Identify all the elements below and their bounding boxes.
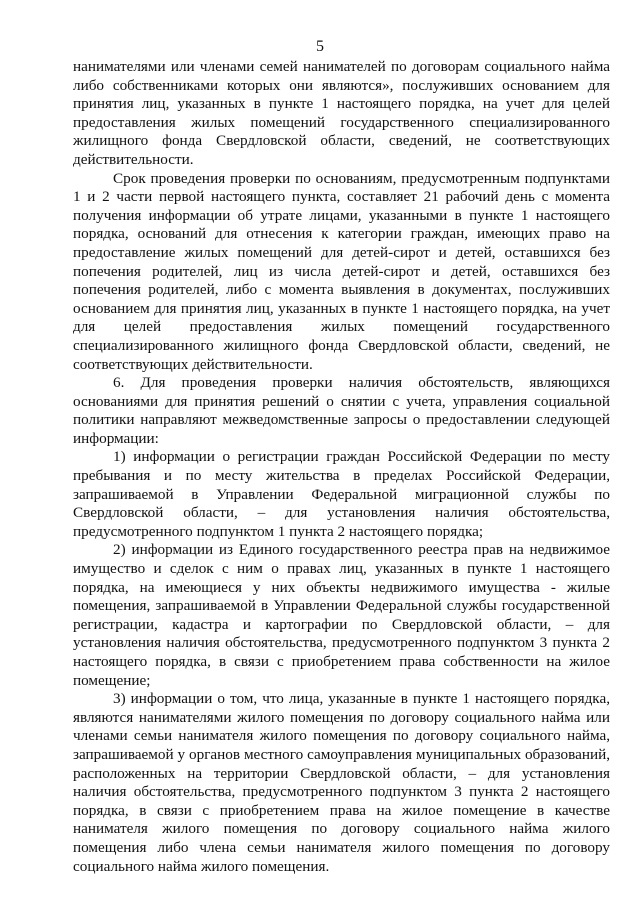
paragraph-subitem-1: 1) информации о регистрации граждан Российской Федерации по месту пребывания и по месту жительства в пределах Российской Федерации, запрашиваемой в Управлении Федеральной миграционной службы по Свердловской области, – для установления наличия обстоятельства, предусмотренного подпунктом 1 пункта 2 настоящего порядка;: [73, 448, 610, 540]
document-body: [73, 58, 610, 876]
paragraph-continuation: нанимателями или членами семей нанимателей по договорам социального найма либо собственниками которых они являются», послуживших основанием для принятия лиц, указанных в пункте 1 настоящего порядка, на учет для целей предоставления жилых помещений государственного специализированного жилищного фонда Свердловской области, сведений, не соответствующих действительности.: [73, 58, 610, 168]
paragraph-subitem-2: 2) информации из Единого государственного реестра прав на недвижимое имущество и сделок с ним о правах лиц, указанных в пункте 1 настоящего порядка, на имеющиеся у них объекты недвижимого имущества - жилые помещения, запрашиваемой в Управлении Федеральной службы государственной регистрации, кадастра и картографии по Свердловской области, – для установления наличия обстоятельства, предусмотренного подпунктом 3 пункта 2 настоящего порядка, в связи с приобретением права собственности на жилое помещение;: [73, 541, 610, 689]
paragraph-subitem-3: 3) информации о том, что лица, указанные в пункте 1 настоящего порядка, являются нанимателями жилого помещения по договору социального найма или членами семьи нанимателя жилого помещения по договору социального найма, запрашиваемой у органов местного самоуправления муниципальных образований, расположенных на территории Свердловской области, – для установления наличия обстоятельства, предусмотренного подпунктом 3 пункта 2 настоящего порядка, в связи с приобретением права на жилое помещение в качестве нанимателя жилого помещения по договору социального найма жилого помещения либо члена семьи нанимателя жилого помещения по договору социального найма жилого помещения.: [73, 690, 610, 875]
page-number: 5: [316, 38, 324, 55]
paragraph-item-6: 6. Для проведения проверки наличия обстоятельств, являющихся основаниями для принятия решений о снятии с учета, управления социальной политики направляют межведомственные запросы о предоставлении следующей информации:: [73, 374, 610, 447]
paragraph-verification-period: Срок проведения проверки по основаниям, предусмотренным подпунктами 1 и 2 части первой настоящего пункта, составляет 21 рабочий день с момента получения информации об утрате лицами, указанными в пункте 1 настоящего порядка, оснований для отнесения к категории граждан, имеющих право на предоставление жилых помещений для детей-сирот и детей, оставшихся без попечения родителей, лиц из числа детей-сирот и детей, оставшихся без попечения родителей, либо с момента выявления в документах, послуживших основанием для принятия лиц, указанных в пункте 1 настоящего порядка, на учет для целей предоставления жилых помещений государственного специализированного жилищного фонда Свердловской области, сведений, не соответствующих действительности.: [73, 169, 610, 373]
